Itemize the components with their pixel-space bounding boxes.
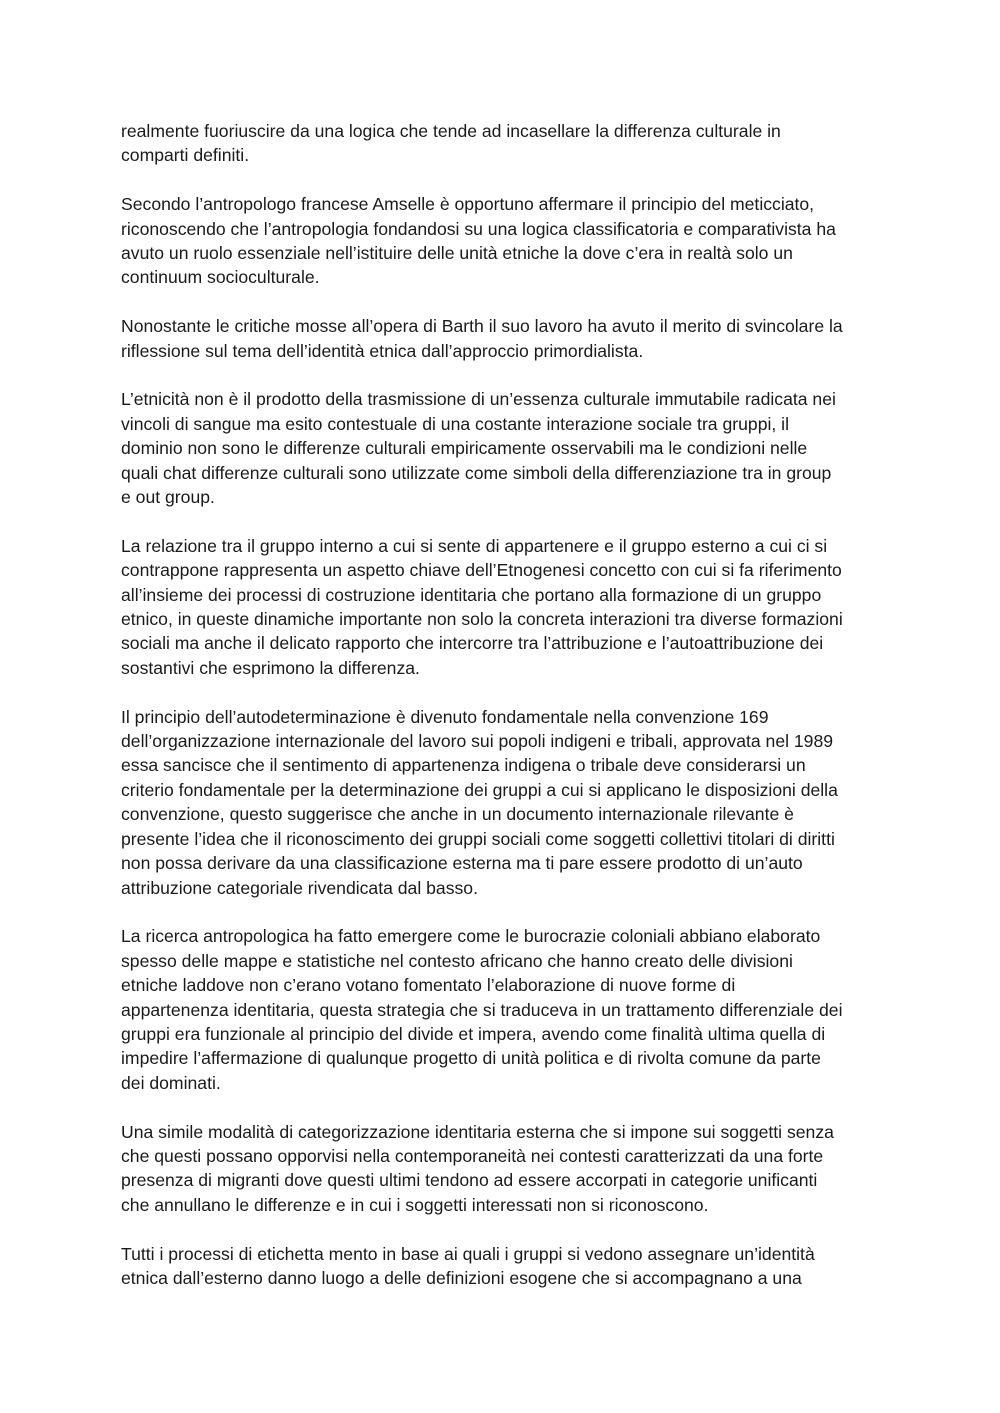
paragraph-2 <box>121 192 891 290</box>
text-line: L’etnicità non è il prodotto della trasmissione di un’essenza culturale immutabile radicata nei <box>121 389 836 410</box>
text-line: appartenenza identitaria, questa strategia che si traduceva in un trattamento differenziale dei <box>121 999 843 1020</box>
text-line: sostantivi che esprimono la differenza. <box>121 657 420 678</box>
paragraph-3 <box>121 314 891 363</box>
text-line: gruppi era funzionale al principio del divide et impera, avendo come finalità ultima quella di <box>121 1023 826 1044</box>
text-line: che questi possano opporvisi nella contemporaneità nei contesti caratterizzati da una forte <box>121 1145 824 1166</box>
text-line: criterio fondamentale per la determinazione dei gruppi a cui si applicano le disposizioni della <box>121 779 838 800</box>
text-line: etniche laddove non c’erano votano fomentato l’elaborazione di nuove forme di <box>121 975 736 996</box>
text-line: La ricerca antropologica ha fatto emergere come le burocrazie coloniali abbiano elaborato <box>121 926 821 947</box>
paragraph-spacer <box>121 1217 891 1241</box>
paragraph-spacer <box>121 290 891 314</box>
paragraph-spacer <box>121 168 891 192</box>
text-line: vincoli di sangue ma esito contestuale di una costante interazione sociale tra gruppi, il <box>121 413 789 434</box>
text-line: Una simile modalità di categorizzazione identitaria esterna che si impone sui soggetti senza <box>121 1121 834 1142</box>
text-line: all’insieme dei processi di costruzione identitaria che portano alla formazione di un gruppo <box>121 584 822 605</box>
paragraph-1 <box>121 119 891 168</box>
paragraph-5 <box>121 534 891 680</box>
text-line: realmente fuoriuscire da una logica che tende ad incasellare la differenza culturale in <box>121 121 781 141</box>
text-line: dell’organizzazione internazionale del lavoro sui popoli indigeni e tribali, approvata nel 1989 <box>121 731 834 752</box>
text-line: attribuzione categoriale rivendicata dal basso. <box>121 877 478 898</box>
paragraph-spacer <box>121 509 891 533</box>
text-line: dominio non sono le differenze culturali empiricamente osservabili ma le condizioni nelle <box>121 438 808 459</box>
text-line: Secondo l’antropologo francese Amselle è opportuno affermare il principio del meticciato, <box>121 194 815 215</box>
text-line: presenza di migranti dove questi ultimi tendono ad essere accorpati in categorie unificanti <box>121 1170 818 1191</box>
paragraph-spacer <box>121 900 891 924</box>
text-line: riflessione sul tema dell’identità etnica dall’approccio primordialista. <box>121 340 644 361</box>
text-line: etnica dall’esterno danno luogo a delle definizioni esogene che si accompagnano a una <box>121 1267 802 1288</box>
paragraph-spacer <box>121 363 891 387</box>
paragraph-9 <box>121 1242 891 1291</box>
paragraph-spacer <box>121 680 891 704</box>
text-line: e out group. <box>121 487 215 508</box>
text-line: comparti definiti. <box>121 145 250 166</box>
text-line: avuto un ruolo essenziale nell’istituire delle unità etniche la dove c’era in realtà solo un <box>121 243 793 264</box>
paragraph-4 <box>121 387 891 509</box>
text-line: presente l’idea che il riconoscimento dei gruppi sociali come soggetti collettivi titolari di diritti <box>121 828 835 849</box>
text-line: contrappone rappresenta un aspetto chiave dell’Etnogenesi concetto con cui si fa riferimento <box>121 560 842 581</box>
text-line: dei dominati. <box>121 1072 221 1093</box>
text-line: quali chat differenze culturali sono utilizzate come simboli della differenziazione tra in group <box>121 462 832 483</box>
text-line: etnico, in queste dinamiche importante non solo la concreta interazioni tra diverse formazioni <box>121 609 843 630</box>
paragraph-6 <box>121 705 891 900</box>
text-line: La relazione tra il gruppo interno a cui si sente di appartenere e il gruppo esterno a cui ci si <box>121 535 828 556</box>
text-line: essa sancisce che il sentimento di appartenenza indigena o tribale deve considerarsi un <box>121 755 806 776</box>
text-line: continuum socioculturale. <box>121 267 320 288</box>
text-line: Nonostante le critiche mosse all’opera di Barth il suo lavoro ha avuto il merito di svincolare la <box>121 316 843 337</box>
paragraph-spacer <box>121 1095 891 1119</box>
text-line: convenzione, questo suggerisce che anche in un documento internazionale rilevante è <box>121 804 794 825</box>
text-line: impedire l’affermazione di qualunque progetto di unità politica e di rivolta comune da parte <box>121 1048 821 1069</box>
text-line: che annullano le differenze e in cui i soggetti interessati non si riconoscono. <box>121 1194 709 1215</box>
text-line: sociali ma anche il delicato rapporto che intercorre tra l’attribuzione e l’autoattribuzione dei <box>121 633 824 654</box>
text-line: Il principio dell’autodeterminazione è divenuto fondamentale nella convenzione 169 <box>121 706 769 727</box>
text-line: non possa derivare da una classificazione esterna ma ti pare essere prodotto di un’auto <box>121 853 803 874</box>
text-line: riconoscendo che l’antropologia fondandosi su una logica classificatoria e comparativista ha <box>121 218 836 239</box>
paragraph-7 <box>121 924 891 1095</box>
paragraph-8 <box>121 1120 891 1218</box>
text-line: spesso delle mappe e statistiche nel contesto africano che hanno creato delle divisioni <box>121 950 793 971</box>
text-line: Tutti i processi di etichetta mento in base ai quali i gruppi si vedono assegnare un’identità <box>121 1243 815 1264</box>
document-body <box>121 119 891 1290</box>
